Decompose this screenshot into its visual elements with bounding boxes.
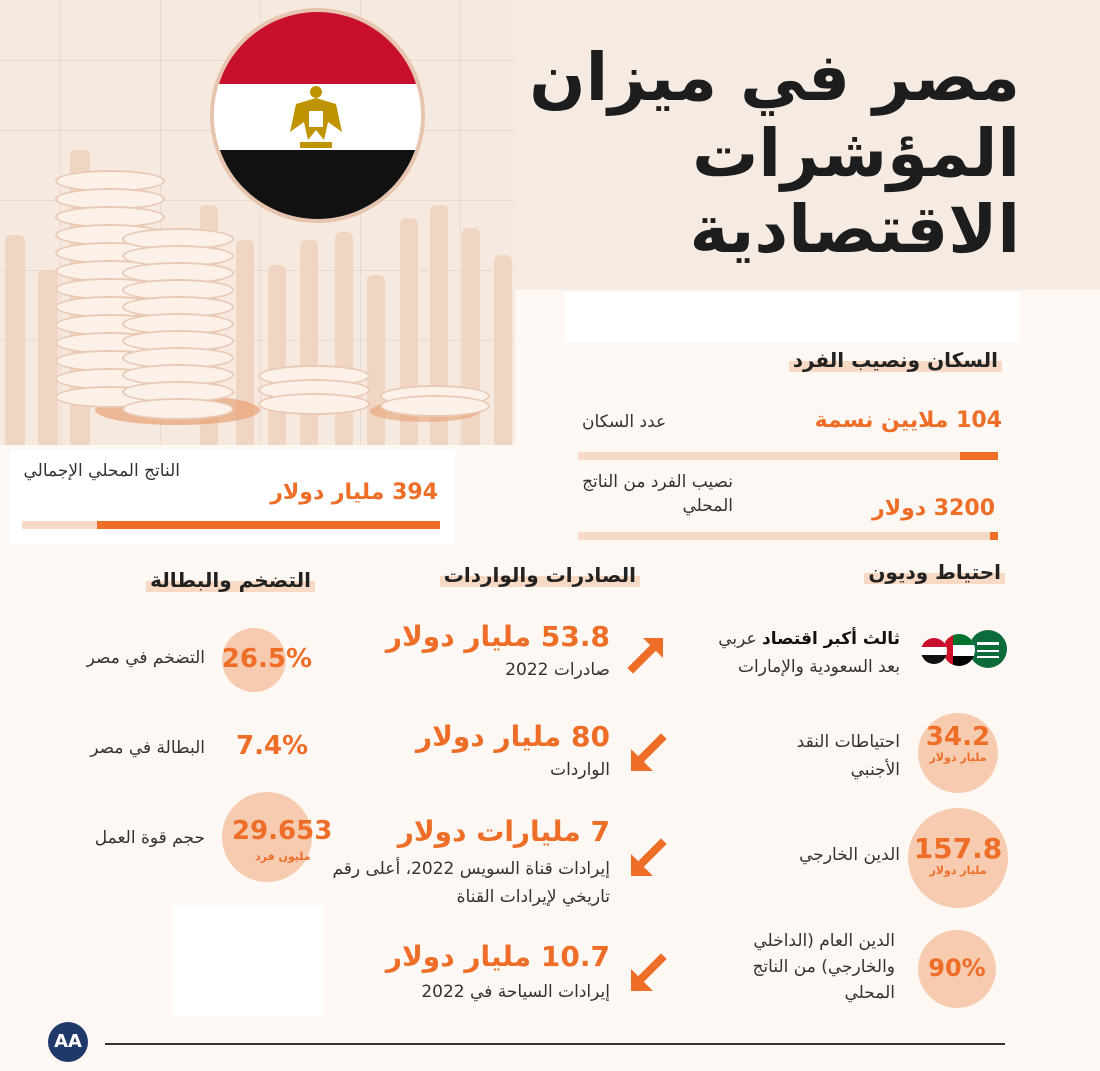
fx-reserves-value: 34.2 xyxy=(925,722,991,752)
external-debt-value: 157.8 xyxy=(913,832,1003,865)
gdp-fill xyxy=(97,521,440,529)
fx-reserves-badge xyxy=(918,713,998,793)
blank-panel-top xyxy=(565,292,1020,342)
inflation-label: التضخم في مصر xyxy=(86,648,205,668)
unemployment-value: 7.4% xyxy=(236,731,309,761)
page-title: مصر في ميزان المؤشرات الاقتصادية xyxy=(529,39,1020,268)
rank-bold: ثالث أكبر اقتصاد xyxy=(762,629,900,649)
coin-stack-middle xyxy=(122,228,234,423)
gdp-label: الناتج المحلي الإجمالي xyxy=(23,461,180,481)
public-debt-badge xyxy=(918,930,996,1008)
fx-reserves-label: احتياطات النقد الأجنبي xyxy=(796,732,900,780)
per-capita-track xyxy=(578,532,998,540)
labor-force-label: حجم قوة العمل xyxy=(94,828,205,848)
imports-label: الواردات xyxy=(550,760,610,780)
gdp-track xyxy=(22,521,440,529)
unemployment-label: البطالة في مصر xyxy=(90,738,205,758)
eagle-of-saladin-icon xyxy=(286,82,346,150)
anadolu-agency-logo xyxy=(48,1022,88,1062)
fx-reserves-unit: مليار دولار xyxy=(929,751,987,764)
uae-flag-icon xyxy=(943,634,975,666)
labor-force-value: 29.653 xyxy=(232,816,333,846)
population-heading: السكان ونصيب الفرد xyxy=(789,348,1002,372)
trade-heading-wrap xyxy=(440,563,640,587)
coin-stack-flat xyxy=(380,385,490,415)
labor-force-unit: مليون فرد xyxy=(255,850,311,863)
suez-label: إيرادات قناة السويس 2022، أعلى رقم تاريخي لإيرادات القناة xyxy=(332,859,610,907)
rank-sub: بعد السعودية والإمارات xyxy=(738,657,900,677)
arrow-down-left-icon xyxy=(625,838,669,882)
external-debt-unit: مليار دولار xyxy=(929,864,987,877)
inflation-value: 26.5% xyxy=(221,644,312,674)
population-count-track xyxy=(578,452,998,460)
logo-text: AA xyxy=(54,1031,82,1052)
external-debt-label: الدين الخارجي xyxy=(799,845,900,865)
public-debt-label: الدين العام (الداخلي والخارجي) من الناتج المحلي xyxy=(752,931,895,1003)
rank-text xyxy=(660,625,900,681)
inflation-heading-wrap xyxy=(146,568,315,592)
egypt-flag-small-icon xyxy=(921,638,947,664)
reserves-heading-wrap xyxy=(864,560,1005,584)
per-capita-label: نصيب الفرد من الناتج المحلي xyxy=(582,472,733,516)
arab-flags xyxy=(912,630,1007,670)
population-count-label: عدد السكان xyxy=(582,412,667,432)
footer-divider xyxy=(105,1043,1005,1045)
exports-label: صادرات 2022 xyxy=(505,660,610,680)
population-count-fill xyxy=(960,452,998,460)
coin-stack-small xyxy=(258,365,370,415)
external-debt-badge xyxy=(908,808,1008,908)
blank-panel-bottom xyxy=(172,905,324,1017)
rank-rest: عربي xyxy=(718,629,757,649)
gdp-value: 394 مليار دولار xyxy=(270,480,438,505)
trade-heading: الصادرات والواردات xyxy=(440,563,640,587)
imports-value: 80 مليار دولار xyxy=(415,720,610,753)
population-count-value: 104 ملايين نسمة xyxy=(814,408,1002,433)
tourism-label: إيرادات السياحة في 2022 xyxy=(421,982,610,1002)
inflation-heading: التضخم والبطالة xyxy=(146,568,315,592)
arrow-down-left-icon xyxy=(625,733,669,777)
arrow-up-right-icon xyxy=(625,630,669,674)
suez-value: 7 مليارات دولار xyxy=(397,815,610,848)
public-debt-value: 90% xyxy=(928,954,986,982)
reserves-heading: احتياط وديون xyxy=(864,560,1005,584)
population-section xyxy=(560,340,1020,550)
tourism-value: 10.7 مليار دولار xyxy=(385,940,610,973)
per-capita-value: 3200 دولار xyxy=(872,496,995,521)
egypt-flag-icon xyxy=(210,8,425,223)
exports-value: 53.8 مليار دولار xyxy=(385,620,610,653)
arrow-down-left-icon xyxy=(625,953,669,997)
per-capita-fill xyxy=(990,532,998,540)
